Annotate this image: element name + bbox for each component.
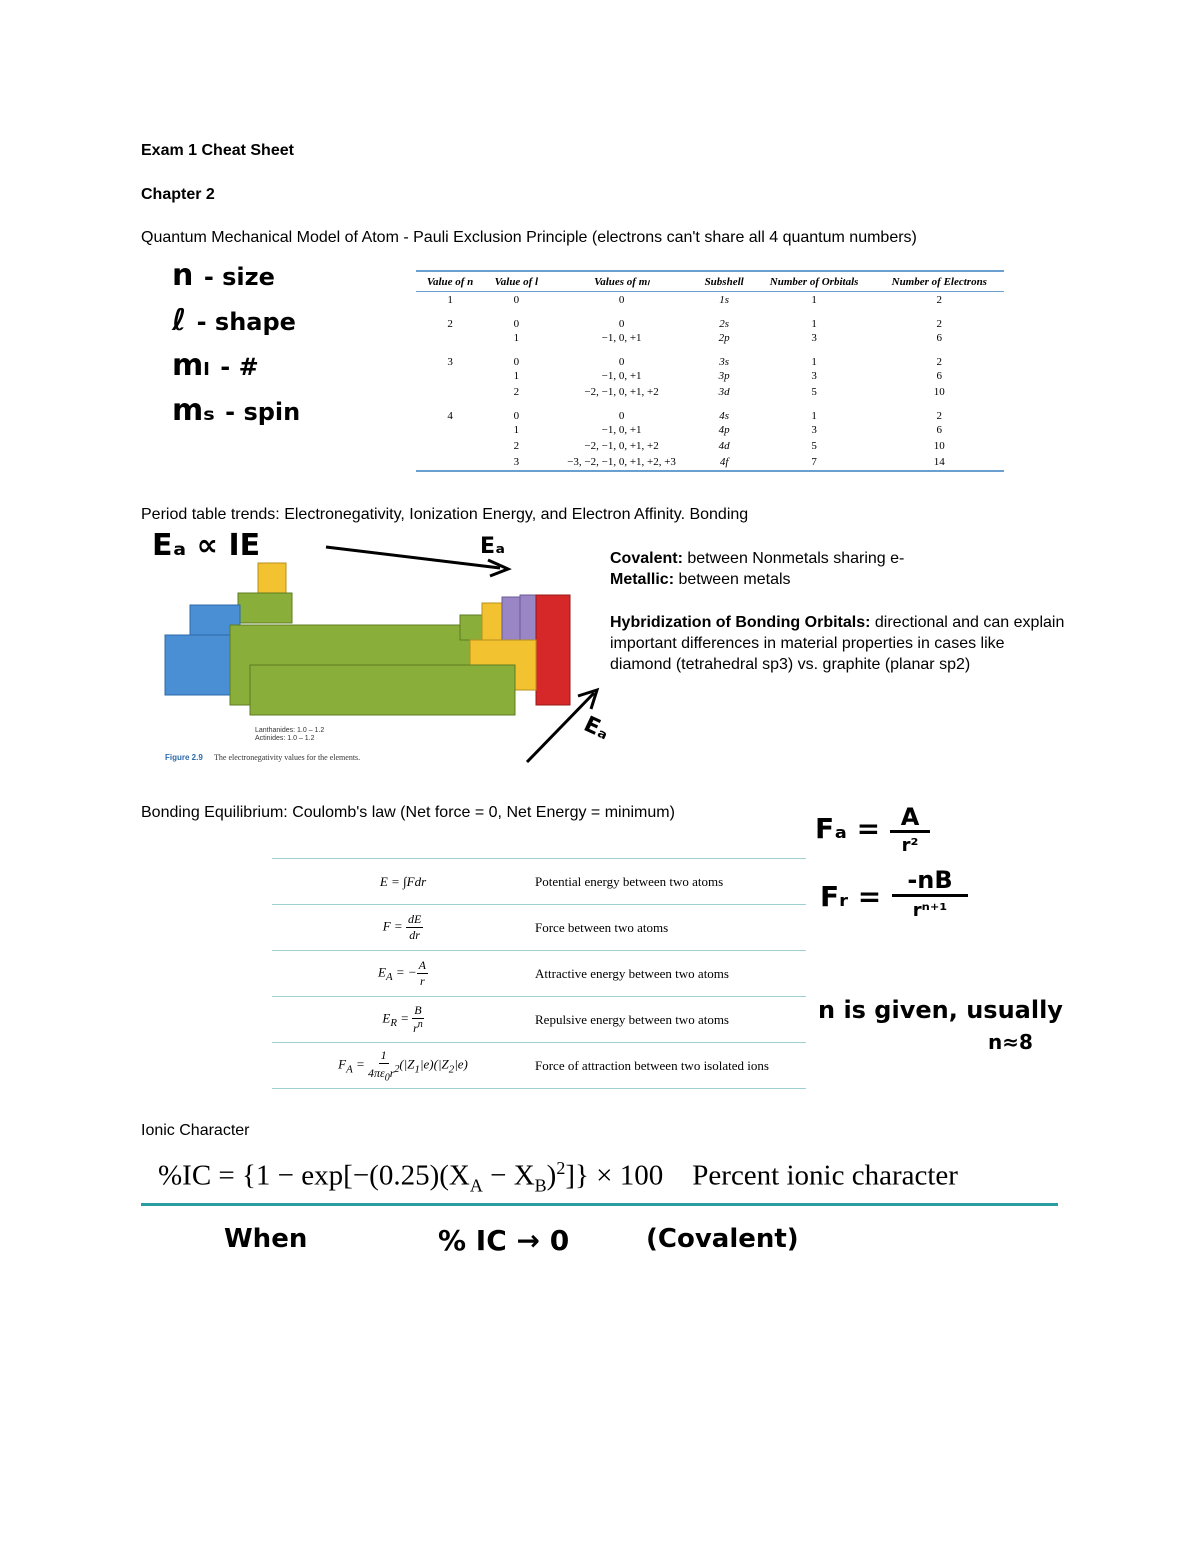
hand-ea-top: Eₐ — [480, 534, 506, 559]
quantum-table-row: 3 0 0 3s 1 2 — [447, 356, 943, 368]
quantum-table-row: 2 0 0 2s 1 2 — [447, 318, 943, 330]
hq-n: n - size — [172, 258, 275, 293]
ionic-heading: Ionic Character — [141, 1122, 250, 1139]
quantum-table-row: 1 −1, 0, +1 3p 3 6 — [513, 370, 943, 382]
quantum-table-row: 4 0 0 4s 1 2 — [447, 410, 943, 422]
hand-ea-diag: Eₐ — [579, 711, 614, 746]
hand-n-given: n is given, usually — [818, 996, 1063, 1024]
eq-row-attractive: $E_A$ = − $\frac{A}{r}$ Attractive energy between two atoms — [272, 951, 806, 997]
hq-ms: mₛ - spin — [172, 393, 301, 428]
actinides-label: Actinides: 1.0 – 1.2 — [255, 735, 315, 742]
quantum-number-table: Value of n Value of l Values of mₗ Subshell Number of Orbitals Number of Electrons 1 0 0 1s 1 2 2 0 0 2s 1 2 1 −1, 0, +1 2p 3 6 3 0 0 3s 1 2 1 −1, 0, +1 3p 3 6 2 −2, −1, 0, +1, +2 3d 5 10 4 0 0 4s 1 2 1 −1, 0, +1 4p 3 6 2 −2, −1, 0, +1, +2 4d 5 10 3 −3, −2, −1, 0, +1, +2, +3 4f 7 14 — [416, 270, 1004, 472]
equilibrium-heading: Bonding Equilibrium: Coulomb's law (Net force = 0, Net Energy = minimum) — [141, 804, 675, 821]
figure-label: Figure 2.9 — [165, 753, 203, 762]
hand-covalent: (Covalent) — [646, 1224, 799, 1254]
lanthanides-label: Lanthanides: 1.0 – 1.2 — [255, 727, 325, 734]
hand-ic-zero: % IC → 0 — [438, 1224, 570, 1257]
bonding-notes — [610, 548, 1065, 675]
hand-fa: Fₐ = — [815, 812, 881, 845]
qm-heading: Quantum Mechanical Model of Atom - Pauli Exclusion Principle (electrons can't share all 4 quantum numbers) — [141, 229, 917, 246]
ionic-character-formula: $\%IC = \{1 - \exp[-(0.25)(X_A - X_B)^2]\} \times 100$ Percent ionic character — [158, 1158, 958, 1196]
coulomb-equation-table — [272, 858, 806, 1089]
trends-heading: Period table trends: Electronegativity, Ionization Energy, and Electron Affinity. Bonding — [141, 506, 749, 523]
covalent-note: Covalent: between Nonmetals sharing e- — [610, 550, 905, 567]
hybridization-note: Hybridization of Bonding Orbitals: directional and can explain important differences in material properties in cases like diamond (tetrahedral sp3) vs. graphite (planar sp2) — [610, 614, 1065, 673]
pt-blocks — [165, 563, 570, 715]
quantum-table-row: 1 −1, 0, +1 4p 3 6 — [513, 424, 943, 436]
chapter-heading: Chapter 2 — [141, 186, 215, 203]
quantum-table-row: 2 −2, −1, 0, +1, +2 3d 5 10 — [513, 386, 945, 398]
ionic-formula-rule — [141, 1203, 1058, 1206]
eq-row-repulsive: $E_R$ = $\frac{B}{r^n}$ Repulsive energy between two atoms — [272, 997, 806, 1043]
page-title: Exam 1 Cheat Sheet — [141, 142, 294, 159]
hand-fa-fraction: A r² — [890, 804, 930, 859]
hand-fr: Fᵣ = — [820, 880, 882, 913]
eq-row-potential: E = ∫Fdr Potential energy between two atoms — [272, 859, 806, 905]
metallic-note: Metallic: between metals — [610, 571, 791, 588]
quantum-table-row: 1 0 0 1s 1 2 — [447, 294, 943, 306]
eq-row-force: F = $\frac{dE}{dr}$ Force between two atoms — [272, 905, 806, 951]
hand-ea-ie: Eₐ ∝ IE — [152, 528, 261, 563]
hq-ml: mₗ - # — [172, 348, 259, 383]
hand-when: When — [224, 1224, 308, 1254]
hand-fr-fraction: -nB rⁿ⁺¹ — [892, 866, 968, 925]
hand-n-value: n≈8 — [988, 1030, 1033, 1054]
hq-l: ℓ - shape — [172, 303, 296, 338]
quantum-table-row: 3 −3, −2, −1, 0, +1, +2, +3 4f 7 14 — [513, 456, 945, 468]
quantum-table-row: 2 −2, −1, 0, +1, +2 4d 5 10 — [513, 440, 945, 452]
quantum-table-row: 1 −1, 0, +1 2p 3 6 — [513, 332, 943, 344]
electronegativity-periodic-table — [160, 555, 580, 770]
figure-caption: The electronegativity values for the elements. — [214, 753, 361, 762]
eq-row-ionic-force: $F_A$ = $\frac{1}{4\pi\varepsilon_0r^2}$ $(|Z_1|e)(|Z_2|e)$ Force of attraction between two isolated ions — [272, 1043, 806, 1089]
